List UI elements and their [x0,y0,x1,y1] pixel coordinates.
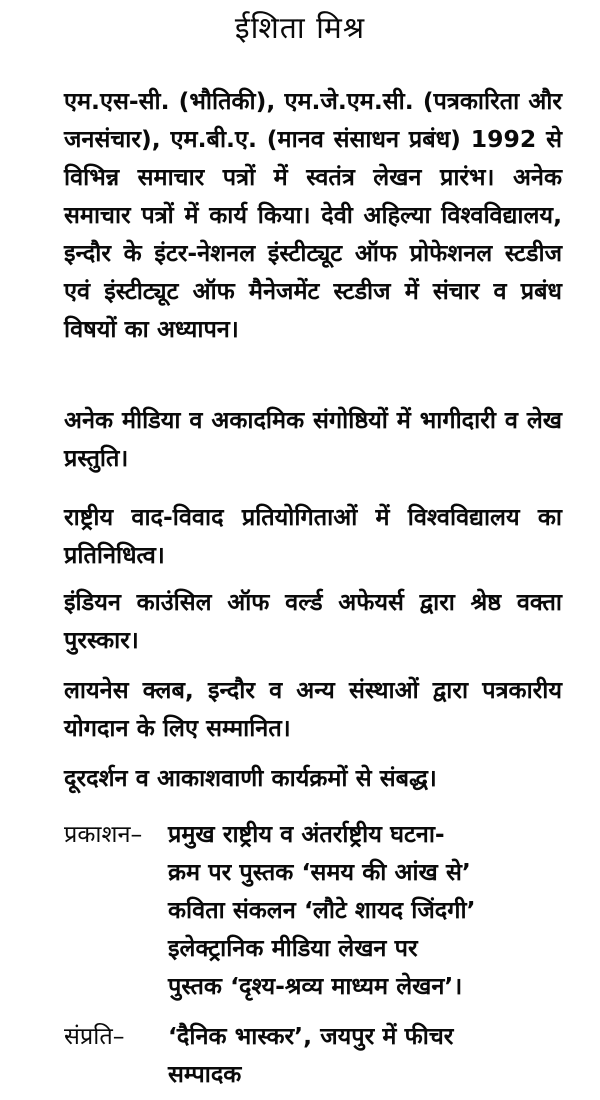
publications-line: प्रमुख राष्ट्रीय व अंतर्राष्ट्रीय घटना- [168,820,445,848]
bio-paragraph-speaker-award: इंडियन काउंसिल ऑफ वर्ल्ड अफेयर्स द्वारा श्रेष्ठ वक्ता पुरस्कार। [64,588,562,654]
publications-line: क्रम पर पुस्तक ‘समय की आंख से’ [168,858,471,886]
publications-line: इलेक्ट्रानिक मीडिया लेखन पर [168,934,418,962]
current-position-label: संप्रति– [64,1022,125,1050]
current-position-text [168,1017,562,1093]
bio-paragraph-seminars: अनेक मीडिया व अकादमिक संगोष्ठियों में भागीदारी व लेख प्रस्तुति। [64,406,562,472]
publications-label: प्रकाशन– [64,820,143,848]
author-name-title: ईशिता मिश्र [234,11,366,46]
current-position-line: सम्पादक [168,1060,242,1088]
bio-paragraph-education: एम.एस-सी. (भौतिकी), एम.जे.एम.सी. (पत्रकारिता और जनसंचार), एम.बी.ए. (मानव संसाधन प्रबंध) 1992 से विभिन्न समाचार पत्रों में स्वतंत्र लेखन प्रारंभ। अनेक समाचार पत्रों में कार्य किया। देवी अहिल्या विश्वविद्यालय, इन्दौर के इंटर-नेशनल इंस्टीट्यूट ऑफ प्रोफेशनल स्टडीज एवं इंस्टीट्यूट ऑफ मैनेजमेंट स्टडीज में संचार व प्रबंध विषयों का अध्यापन। [64,87,562,343]
bio-paragraph-debates: राष्ट्रीय वाद-विवाद प्रतियोगिताओं में विश्वविद्यालय का प्रतिनिधित्व। [64,503,562,569]
publications-line: पुस्तक ‘दृश्य-श्रव्य माध्यम लेखन’। [168,972,463,1000]
bio-paragraph-honours: लायनेस क्लब, इन्दौर व अन्य संस्थाओं द्वारा पत्रकारीय योगदान के लिए सम्मानित। [64,676,562,742]
bio-paragraph-broadcast: दूरदर्शन व आकाशवाणी कार्यक्रमों से संबद्ध। [64,764,437,792]
publications-line: कविता संकलन ‘लौटे शायद जिंदगी’ [168,896,476,924]
publications-list [168,815,562,1005]
current-position-line: ‘दैनिक भास्कर’, जयपुर में फीचर [168,1022,454,1050]
